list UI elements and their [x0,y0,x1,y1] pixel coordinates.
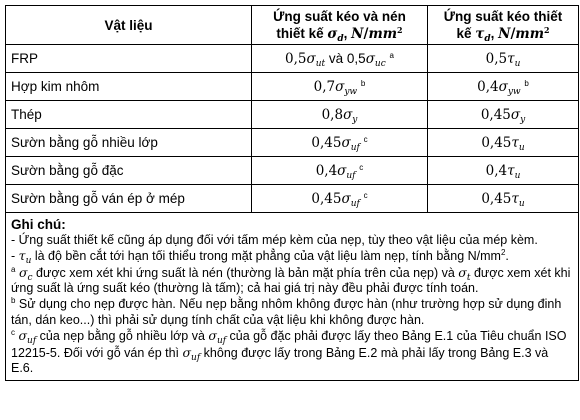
header-sh-line1: Ứng suất kéo thiết [443,8,563,24]
material-cell: Sườn bằng gỗ đặc [6,157,252,185]
table-row [6,101,579,129]
footnote-mark: c [363,190,368,200]
header-tc-line1: Ứng suất kéo và nén [273,8,406,24]
footnote-mark: a [11,264,16,274]
tension-compression-cell: $0,8\sigma_y$ [252,101,428,129]
subscript: d [484,33,491,44]
shear-cell: $0,4\sigma_{yw}$ $^b$ [428,73,579,101]
table-row [6,185,579,213]
note-item: - Ứng suất thiết kế cũng áp dụng đối với tấm mép kèm của nẹp, tùy theo vật liệu của mép kèm. [11,232,538,247]
header-material [6,6,252,45]
shear-cell: $0,5\tau_u$ [428,45,579,73]
sigma-symbol: σ [327,25,338,42]
notes-row [6,213,579,381]
footnote-mark: c [359,162,364,172]
tension-compression-cell: $0,7\sigma_{yw}$ $^b$ [252,73,428,101]
material-cell: FRP [6,45,252,73]
note-item: $^a$ $\sigma_c$ được xem xét khi ứng suất là nén (thường là bản mặt phía trên của nẹp) và $\sigma_t$ được xem xét khi ứng suất là ứng suất kéo (thường là tấm); cả hai giá trị này đều phải được tính toán. [11,264,571,296]
tension-compression-cell: $0,4\sigma_{uf}$ $^c$ [252,157,428,185]
subscript: d [337,33,344,44]
material-cell: Thép [6,101,252,129]
tension-compression-cell: $0,45\sigma_{uf}$ $^c$ [252,129,428,157]
material-cell: Hợp kim nhôm [6,73,252,101]
unit-mm: mm [515,25,544,42]
unit-n: N [351,25,364,42]
header-tc-prefix: thiết kế [276,25,328,41]
table-row [6,157,579,185]
header-tension-compression [252,6,428,45]
note-item: $^c$ $\sigma_{uf}$ của nẹp bằng gỗ nhiều lớp và $\sigma_{uf}$ của gỗ đặc phải được lấy theo Bảng E.1 của Tiêu chuẩn ISO 12215-5. Đối với gỗ ván ép thì $\sigma_{uf}$ không được lấy trong Bảng E.2 mà phải lấy trong Bảng E.3 và E.6. [11,328,567,376]
footnote-mark: c [11,328,15,338]
header-sh-prefix: kế [456,25,476,41]
note-item: - $\tau_u$ là độ bền cắt tới hạn tối thiểu trong mặt phẳng của vật liệu làm nẹp, tính bằng $N/mm^2$. [11,248,509,267]
footnote-mark: c [363,134,368,144]
footnote-mark: b [360,78,366,88]
tau-symbol: τ [475,25,485,42]
shear-cell: $0,45\sigma_y$ [428,101,579,129]
table-row [6,45,579,73]
unit-separator: , [490,25,499,41]
design-stress-table [5,5,579,381]
tension-compression-cell: $0,5\sigma_{ut}$ và $0,5\sigma_{uc}$ $^a$ [252,45,428,73]
table-row [6,129,579,157]
unit-exponent: 2 [543,24,550,35]
footnote-mark: b [524,78,529,88]
unit-n: N [498,25,511,42]
header-material-label: Vật liệu [104,17,153,33]
material-cell: Sườn bằng gỗ ván ép ở mép [6,185,252,213]
header-shear [428,6,579,45]
document-page [5,5,575,381]
notes-cell [6,213,579,381]
unit-slash: / [510,25,516,42]
shear-cell: $0,4\tau_u$ [428,157,579,185]
notes-title: Ghi chú: [11,217,66,232]
shear-cell: $0,45\tau_u$ [428,185,579,213]
shear-cell: $0,45\tau_u$ [428,129,579,157]
table-header-row [6,6,579,45]
footnote-mark: b [11,295,16,305]
unit-exponent: 2 [397,24,403,35]
footnote-mark: a [389,50,394,60]
note-item: $^b$ Sử dụng cho nẹp được hàn. Nếu nẹp bằng nhôm không được hàn (như trường hợp sử dụng đinh tán, dán keo...) thì phải sử dụng tính chất của vật liệu khi không được hàn. [11,295,562,327]
unit-mm: mm [368,25,398,42]
material-cell: Sườn bằng gỗ nhiều lớp [6,129,252,157]
tension-compression-cell: $0,45\sigma_{uf}$ $^c$ [252,185,428,213]
unit-slash: / [363,25,369,42]
table-row [6,73,579,101]
unit-separator: , [343,25,352,41]
